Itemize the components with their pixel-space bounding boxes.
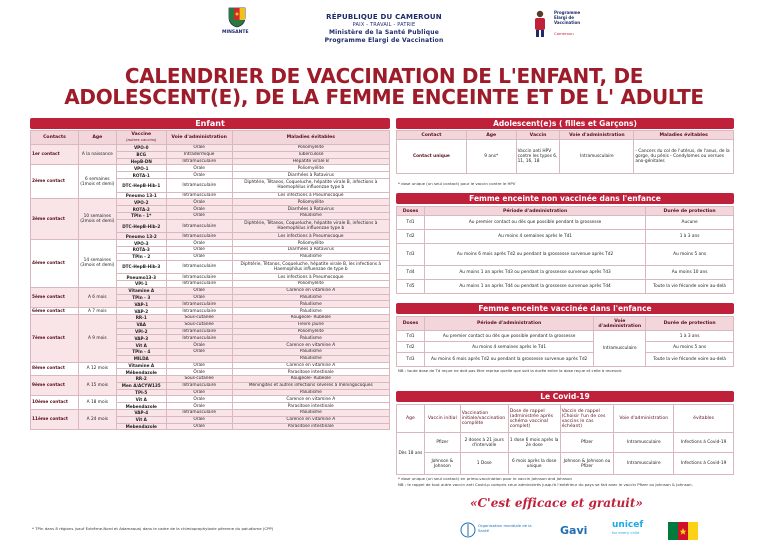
ado-contact: Contact unique	[397, 140, 467, 174]
oms-logo	[460, 520, 540, 542]
maladie-cell: Hépatite virale B	[232, 158, 389, 165]
voie-cell: Orale	[166, 172, 232, 179]
motto-label: PAIX - TRAVAIL - PATRIE	[352, 22, 416, 28]
voie-cell: Sous-cutanée	[166, 321, 232, 328]
nv-row	[397, 266, 734, 280]
nv-dose: Td1	[397, 216, 425, 230]
slogan: «C'est efficace et gratuit»	[470, 496, 643, 510]
oms-logo-text: Organisation mondiale de la Santé	[478, 523, 532, 533]
v-voie: Intramusculaire	[594, 331, 646, 367]
maladie-cell: Parasitose intestinale	[232, 403, 389, 410]
vaccine-cell: TPIn - 4	[116, 348, 166, 355]
v-periode-3: Au moins 6 mois après Td2 ou pendant la grossesse survenue après Td2	[424, 353, 593, 367]
maladie-cell: Diarrhées à Rotavirus	[232, 246, 389, 253]
vaccine-cell: TPI-5	[116, 389, 166, 396]
republic-label: RÉPUBLIQUE DU CAMEROUN	[326, 13, 442, 21]
covid-voie-2: Intramusculaire	[614, 453, 674, 475]
maladie-cell: Poliomyélite	[232, 165, 389, 172]
maladie-cell: Paludisme	[232, 212, 389, 219]
cameroon-flag-icon	[668, 522, 698, 540]
ado-col-maladies: Maladies évitables	[634, 131, 734, 140]
maladie-cell: Carence en vitamine A	[232, 287, 389, 294]
page-title-line1: CALENDRIER DE VACCINATION DE L'ENFANT, DE	[124, 64, 644, 88]
v-periode-1: Au premier contact ou dès que possible pendant la grossesse	[424, 331, 593, 342]
gavi-logo: Gavi	[560, 524, 588, 537]
adolescent-table	[396, 130, 734, 174]
vaccine-cell: DTC-HepB-Hib-1	[116, 178, 166, 192]
nv-dose: Td2	[397, 230, 425, 244]
covid-col-vaccin-rappel: Vaccin de rappel (Choisir l'un de ces vaccins le cas échéant)	[560, 405, 614, 433]
nv-duree: Au moins 5 ans	[646, 244, 734, 266]
vaccine-cell: VAA	[116, 321, 166, 328]
nv-row	[397, 244, 734, 266]
col-maladies: Maladies évitables	[232, 131, 389, 145]
program-label: Programme Elargi de Vaccination	[324, 37, 444, 44]
v-col-doses: Doses	[397, 317, 425, 331]
age-cell: 14 semaines (3mois et demi)	[78, 240, 116, 288]
maladie-cell: Diarrhées à Rotavirus	[232, 206, 389, 213]
maladie-cell: Parasitose intestinale	[232, 369, 389, 376]
voie-cell: Orale	[166, 145, 232, 152]
v-dose-3: Td3	[397, 353, 425, 367]
v-col-periode: Période d'administration	[424, 317, 593, 331]
v-col-duree: Durée de protection	[646, 317, 734, 331]
covid-evitables-2: Infections à Covid-19	[674, 453, 734, 475]
covid-col-evitables: évitables	[674, 405, 734, 433]
vaccine-cell: Men A/ACYW135	[116, 382, 166, 389]
maladie-cell: Paludisme	[232, 301, 389, 308]
covid-vaccin-1: Pfizer	[424, 433, 460, 453]
contact-cell: 3ème contact	[31, 199, 79, 240]
contact-cell: 11ème contact	[31, 410, 79, 430]
v-periode-2: Au moins 4 semaines après le Td1	[424, 342, 593, 353]
voie-cell: Intramusculaire	[166, 328, 232, 335]
covid-col-voie: Voie d'administration	[614, 405, 674, 433]
vaccine-cell: VPI-2	[116, 328, 166, 335]
nv-col-periode: Période d'administration	[424, 207, 645, 216]
vaccine-cell: Vitamine A	[116, 362, 166, 369]
voie-cell: Intramusculaire	[166, 308, 232, 315]
maladie-cell: Paludisme	[232, 335, 389, 342]
contact-cell: 8ème contact	[31, 362, 79, 376]
voie-cell: Intramusculaire	[166, 335, 232, 342]
voie-cell: Intramusculaire	[166, 274, 232, 281]
contact-cell: 10ème contact	[31, 396, 79, 410]
vaccine-cell: Pneumo 13-1	[116, 192, 166, 199]
vaccine-cell: VAP-4	[116, 410, 166, 417]
covid-col-rappel: Dose de rappel (administrée après schéma vaccinal complet)	[508, 405, 560, 433]
enfant-row	[31, 376, 390, 383]
vaccinee-note: NB : toute dose de Td reçue ne doit pas être reprise quelle que soit la durée entre la dose reçue et celle à recevoir.	[398, 368, 623, 373]
nv-dose: Td5	[397, 280, 425, 294]
enfant-row	[31, 308, 390, 315]
vaccine-cell: VPO-2	[116, 199, 166, 206]
vaccine-cell: ROTA-3	[116, 246, 166, 253]
vaccine-cell: VAP-2	[116, 308, 166, 315]
voie-cell: Orale	[166, 348, 232, 355]
maladie-cell: Poliomyélite	[232, 199, 389, 206]
covid-vaccin-2: Johnson & Johnson	[424, 453, 460, 475]
covid-note-2: NB : le rappel de tout autre vaccin anti Covid-p compris ceux administrés jusqu'à l'extérieur du pays se fait avec le vaccin Pfizer ou Johnson & Johnson.	[398, 482, 693, 487]
vaccine-cell: ROTA-2	[116, 206, 166, 213]
enfant-row	[31, 145, 390, 152]
voie-cell: Intramusculaire	[166, 382, 232, 389]
pev-logo	[528, 6, 581, 40]
voie-cell: Orale	[166, 423, 232, 430]
maladie-cell: Les infections à Pneumocoque	[232, 274, 389, 281]
maladie-cell: Diphtérie, Tétanos, Coqueluche, hépatite virale B, les infections à Haemophilus influenzae de type b	[232, 260, 389, 274]
covid-vaccin-rappel-2: Johnson & Johnson ou Pfizer	[560, 453, 614, 475]
nv-row	[397, 280, 734, 294]
ado-note: * dose unique (un seul contact) pour le vaccin contre le HPV	[398, 181, 516, 186]
enfant-row	[31, 314, 390, 321]
voie-cell: Intramusculaire	[166, 233, 232, 240]
voie-cell: Orale	[166, 240, 232, 247]
enfant-row	[31, 199, 390, 206]
nv-periode: Au moins 1 an après Td4 ou pendant la grossesse survenue après Td4	[424, 280, 645, 294]
col-age: Age	[78, 131, 116, 145]
covid-evitables-1: Infections à Covid-19	[674, 433, 734, 453]
covid-col-initiale: Vaccination initiale/vaccination complète	[460, 405, 508, 433]
covid-rappel-1: 1 dose 6 mois après la 2e dose	[508, 433, 560, 453]
maladie-cell: Les infections à Pneumocoque	[232, 192, 389, 199]
vaccine-cell: Pneumo13-3	[116, 274, 166, 281]
vaccine-cell: Pneumo 13-2	[116, 233, 166, 240]
nv-duree: Aucune	[646, 216, 734, 230]
adolescent-heading: Adolescent(e)s ( filles et Garçons)	[396, 118, 734, 129]
nv-duree: Au moins 10 ans	[646, 266, 734, 280]
voie-cell	[166, 355, 232, 362]
contact-cell: 5ème contact	[31, 287, 79, 307]
enfant-row	[31, 396, 390, 403]
maladie-cell: Parasitose intestinale	[232, 423, 389, 430]
vaccine-cell: Vitamine A	[116, 287, 166, 294]
vaccine-cell: MILDA	[116, 355, 166, 362]
ado-col-vaccin: Vaccin	[516, 131, 560, 140]
nv-row	[397, 230, 734, 244]
age-cell: A 24 mois	[78, 410, 116, 430]
ministry-label: Ministère de la Santé Publique	[328, 29, 439, 36]
enfant-row	[31, 240, 390, 247]
voie-cell: Orale	[166, 396, 232, 403]
contact-cell: 6ème contact	[31, 308, 79, 315]
vaccine-cell: RR-2	[116, 376, 166, 383]
maladie-cell: Poliomyélite	[232, 240, 389, 247]
voie-cell: Intramusculaire	[166, 280, 232, 287]
voie-cell: Intramusculaire	[166, 192, 232, 199]
voie-cell: Intramusculaire	[166, 301, 232, 308]
v-col-voie: Voie d'administration	[594, 317, 646, 331]
nv-dose: Td4	[397, 266, 425, 280]
nv-col-duree: Durée de protection	[646, 207, 734, 216]
covid-heading: Le Covid-19	[396, 391, 734, 402]
unicef-logo	[612, 520, 662, 542]
maladie-cell: Les infections à Pneumocoque	[232, 233, 389, 240]
vaccine-cell: Vit A	[116, 416, 166, 423]
non-vaccinee-table	[396, 206, 734, 294]
maladie-cell: Carence en vitamine A	[232, 342, 389, 349]
nv-periode: Au moins 1 an après Td3 ou pendant la grossesse survenue après Td3	[424, 266, 645, 280]
pev-logo-country: Cameroun	[554, 31, 574, 36]
enfant-footnote: * TPIn dans 8 régions (sauf Extrême-Nord et Adamaoua) dans le cadre de la chimioprophylaxie pérenne du paludisme (CPP)	[32, 526, 274, 531]
ado-voie: Intramusculaire	[560, 140, 634, 174]
covid-note-1: * dose unique (un seul contact) en primo-vaccination pour le vaccin Johnson and Johnson	[398, 476, 572, 481]
voie-cell: Orale	[166, 416, 232, 423]
ado-col-contact: Contact	[397, 131, 467, 140]
vaccine-cell: RR-1	[116, 314, 166, 321]
maladie-cell: Rougeole- Rubéole	[232, 376, 389, 383]
age-cell: A 6 mois	[78, 287, 116, 307]
vaccine-cell: Vit A	[116, 396, 166, 403]
maladie-cell: Tuberculose	[232, 151, 389, 158]
age-cell: A 15 mois	[78, 376, 116, 396]
maladie-cell: Carence en vitamine A	[232, 362, 389, 369]
maladie-cell: Diarrhées à Rotavirus	[232, 172, 389, 179]
maladie-cell: Méningites et autres infections sévères à méningocoques	[232, 382, 389, 389]
enfant-row	[31, 410, 390, 417]
vaccine-cell: Vit A	[116, 342, 166, 349]
voie-cell: Intramusculaire	[166, 158, 232, 165]
ado-maladies: - Cancers du col de l'utérus, de l'anus, de la gorge, du pénis - Condylomes ou verrues ano-génitales	[634, 140, 734, 174]
vaccine-cell: VAP-1	[116, 301, 166, 308]
voie-cell: Orale	[166, 362, 232, 369]
vaccine-cell: VPO-0	[116, 145, 166, 152]
maladie-cell: Paludisme	[232, 355, 389, 362]
enfant-table	[30, 130, 390, 430]
pev-logo-text: Programme Elargi de Vaccination	[554, 10, 581, 25]
covid-initiale-2: 1 Dose	[460, 453, 508, 475]
covid-vaccin-rappel-1: Pfizer	[560, 433, 614, 453]
voie-cell: Orale	[166, 294, 232, 301]
vaccine-cell: DTC-HepB-Hib-2	[116, 219, 166, 233]
voie-cell: Orale	[166, 165, 232, 172]
col-contacts: Contacts	[31, 131, 79, 145]
age-cell: 10 semaines (2mois et demi)	[78, 199, 116, 240]
vaccine-cell: BCG	[116, 151, 166, 158]
voie-cell: Sous-cutanée	[166, 314, 232, 321]
v-duree-2: Au moins 5 ans	[646, 342, 734, 353]
nv-periode: Au moins 4 semaines après le Td1	[424, 230, 645, 244]
maladie-cell: Fièvre jaune	[232, 321, 389, 328]
enfant-row	[31, 165, 390, 172]
nv-duree: 1 à 3 ans	[646, 230, 734, 244]
age-cell: A 7 mois	[78, 308, 116, 315]
page-title-line2: ADOLESCENT(E), DE LA FEMME ENCEINTE ET DE L' ADULTE	[64, 85, 704, 109]
age-cell: A 18 mois	[78, 396, 116, 410]
vaccine-cell: Mébendazole	[116, 369, 166, 376]
vaccine-cell: TPIn - 2	[116, 253, 166, 260]
contact-cell: 4ème contact	[31, 240, 79, 288]
covid-col-vaccin: Vaccin initial	[424, 405, 460, 433]
v-duree-1: 1 à 3 ans	[646, 331, 734, 342]
minsante-label: MINSANTE	[222, 30, 249, 35]
maladie-cell: Paludisme	[232, 308, 389, 315]
maladie-cell: Diphtérie, Tétanos, Coqueluche, hépatite virale B, infections à Haemophilus influenzae type b	[232, 178, 389, 192]
nv-duree: Toute la vie féconde voire au-delà	[646, 280, 734, 294]
voie-cell: Intramusculaire	[166, 260, 232, 274]
voie-cell: Intramusculaire	[166, 219, 232, 233]
maladie-cell: Poliomyélite	[232, 328, 389, 335]
voie-cell: Orale	[166, 342, 232, 349]
nv-dose: Td3	[397, 244, 425, 266]
v-dose-2: Td2	[397, 342, 425, 353]
nv-col-doses: Doses	[397, 207, 425, 216]
voie-cell: Orale	[166, 389, 232, 396]
vaccinee-heading: Femme enceinte vaccinée dans l'enfance	[396, 303, 734, 314]
age-cell: A 9 mois	[78, 314, 116, 362]
vaccine-cell: Mebendazole	[116, 423, 166, 430]
age-cell: A 12 mois	[78, 362, 116, 376]
covid-initiale-1: 2 doses à 21 jours d'intervalle	[460, 433, 508, 453]
nv-periode: Au premier contact ou dès que possible pendant la grossesse	[424, 216, 645, 230]
nv-periode: Au moins 6 mois après Td2 ou pendant la grossesse survenue après Td2	[424, 244, 645, 266]
ado-col-age: Age	[466, 131, 516, 140]
maladie-cell: Diphtérie, Tétanos, Coqueluche, hépatite virale B, infections à Haemophilus influenzae type b	[232, 219, 389, 233]
v-duree-3: Toute la vie féconde voire au-delà	[646, 353, 734, 367]
voie-cell: Orale	[166, 403, 232, 410]
voie-cell: Orale	[166, 287, 232, 294]
unicef-logo-text: unicef	[612, 520, 644, 530]
age-cell: A la naissance	[78, 145, 116, 165]
covid-rappel-2: 6 mois après la dose unique	[508, 453, 560, 475]
maladie-cell: Paludisme	[232, 410, 389, 417]
maladie-cell: Paludisme	[232, 389, 389, 396]
vaccine-cell: HepB-DN	[116, 158, 166, 165]
vaccine-cell: Mebendazole	[116, 403, 166, 410]
voie-cell: Orale	[166, 206, 232, 213]
vaccinee-table	[396, 316, 734, 367]
col-vaccine: Vaccine (autres vaccins)	[116, 131, 166, 145]
vaccine-cell: VAP-3	[116, 335, 166, 342]
enfant-heading: Enfant	[30, 118, 390, 129]
unicef-logo-tagline: for every child	[612, 530, 640, 535]
covid-col-age: Age	[397, 405, 425, 433]
vaccine-cell: ROTA-1	[116, 172, 166, 179]
maladie-cell: Paludisme	[232, 294, 389, 301]
voie-cell: Sous-cutanée	[166, 376, 232, 383]
col-voie: Voie d'administration	[166, 131, 232, 145]
vaccine-cell: TPIn - 1*	[116, 212, 166, 219]
age-cell: 6 semaines (1mois et demi)	[78, 165, 116, 199]
vaccine-cell: TPIn - 3	[116, 294, 166, 301]
v-dose-1: Td1	[397, 331, 425, 342]
enfant-row	[31, 362, 390, 369]
contact-cell: 1er contact	[31, 145, 79, 165]
covid-age: Dès 18 ans	[397, 433, 425, 475]
voie-cell: Orale	[166, 369, 232, 376]
vaccine-cell: VPI-1	[116, 280, 166, 287]
maladie-cell: Rougeole- Rubéole	[232, 314, 389, 321]
covid-table	[396, 404, 734, 475]
nv-row	[397, 216, 734, 230]
maladie-cell: Paludisme	[232, 253, 389, 260]
maladie-cell: Carence en vitamine A	[232, 416, 389, 423]
maladie-cell: Carence en vitamine A	[232, 396, 389, 403]
enfant-row	[31, 287, 390, 294]
contact-cell: 7ème contact	[31, 314, 79, 362]
contact-cell: 9ème contact	[31, 376, 79, 396]
ado-col-voie: Voie d'administration	[560, 131, 634, 140]
contact-cell: 2ème contact	[31, 165, 79, 199]
maladie-cell: Paludisme	[232, 348, 389, 355]
voie-cell: Intradermique	[166, 151, 232, 158]
ado-age: 9 ans*	[466, 140, 516, 174]
ado-vaccin: Vaccin anti HPV contre les types 6, 11, 16, 18	[516, 140, 560, 174]
voie-cell: Intramusculaire	[166, 410, 232, 417]
maladie-cell: Poliomyélite	[232, 145, 389, 152]
voie-cell: Orale	[166, 246, 232, 253]
voie-cell: Intramusculaire	[166, 178, 232, 192]
maladie-cell: Poliomyélite	[232, 280, 389, 287]
vaccine-cell: DTC-HepB-Hib-3	[116, 260, 166, 274]
voie-cell: Orale	[166, 199, 232, 206]
voie-cell: Orale	[166, 253, 232, 260]
vaccine-cell: VPO-1	[116, 165, 166, 172]
voie-cell: Orale	[166, 212, 232, 219]
covid-voie-1: Intramusculaire	[614, 433, 674, 453]
vaccine-cell: VPO-3	[116, 240, 166, 247]
non-vaccinee-heading: Femme enceinte non vaccinée dans l'enfance	[396, 193, 734, 204]
